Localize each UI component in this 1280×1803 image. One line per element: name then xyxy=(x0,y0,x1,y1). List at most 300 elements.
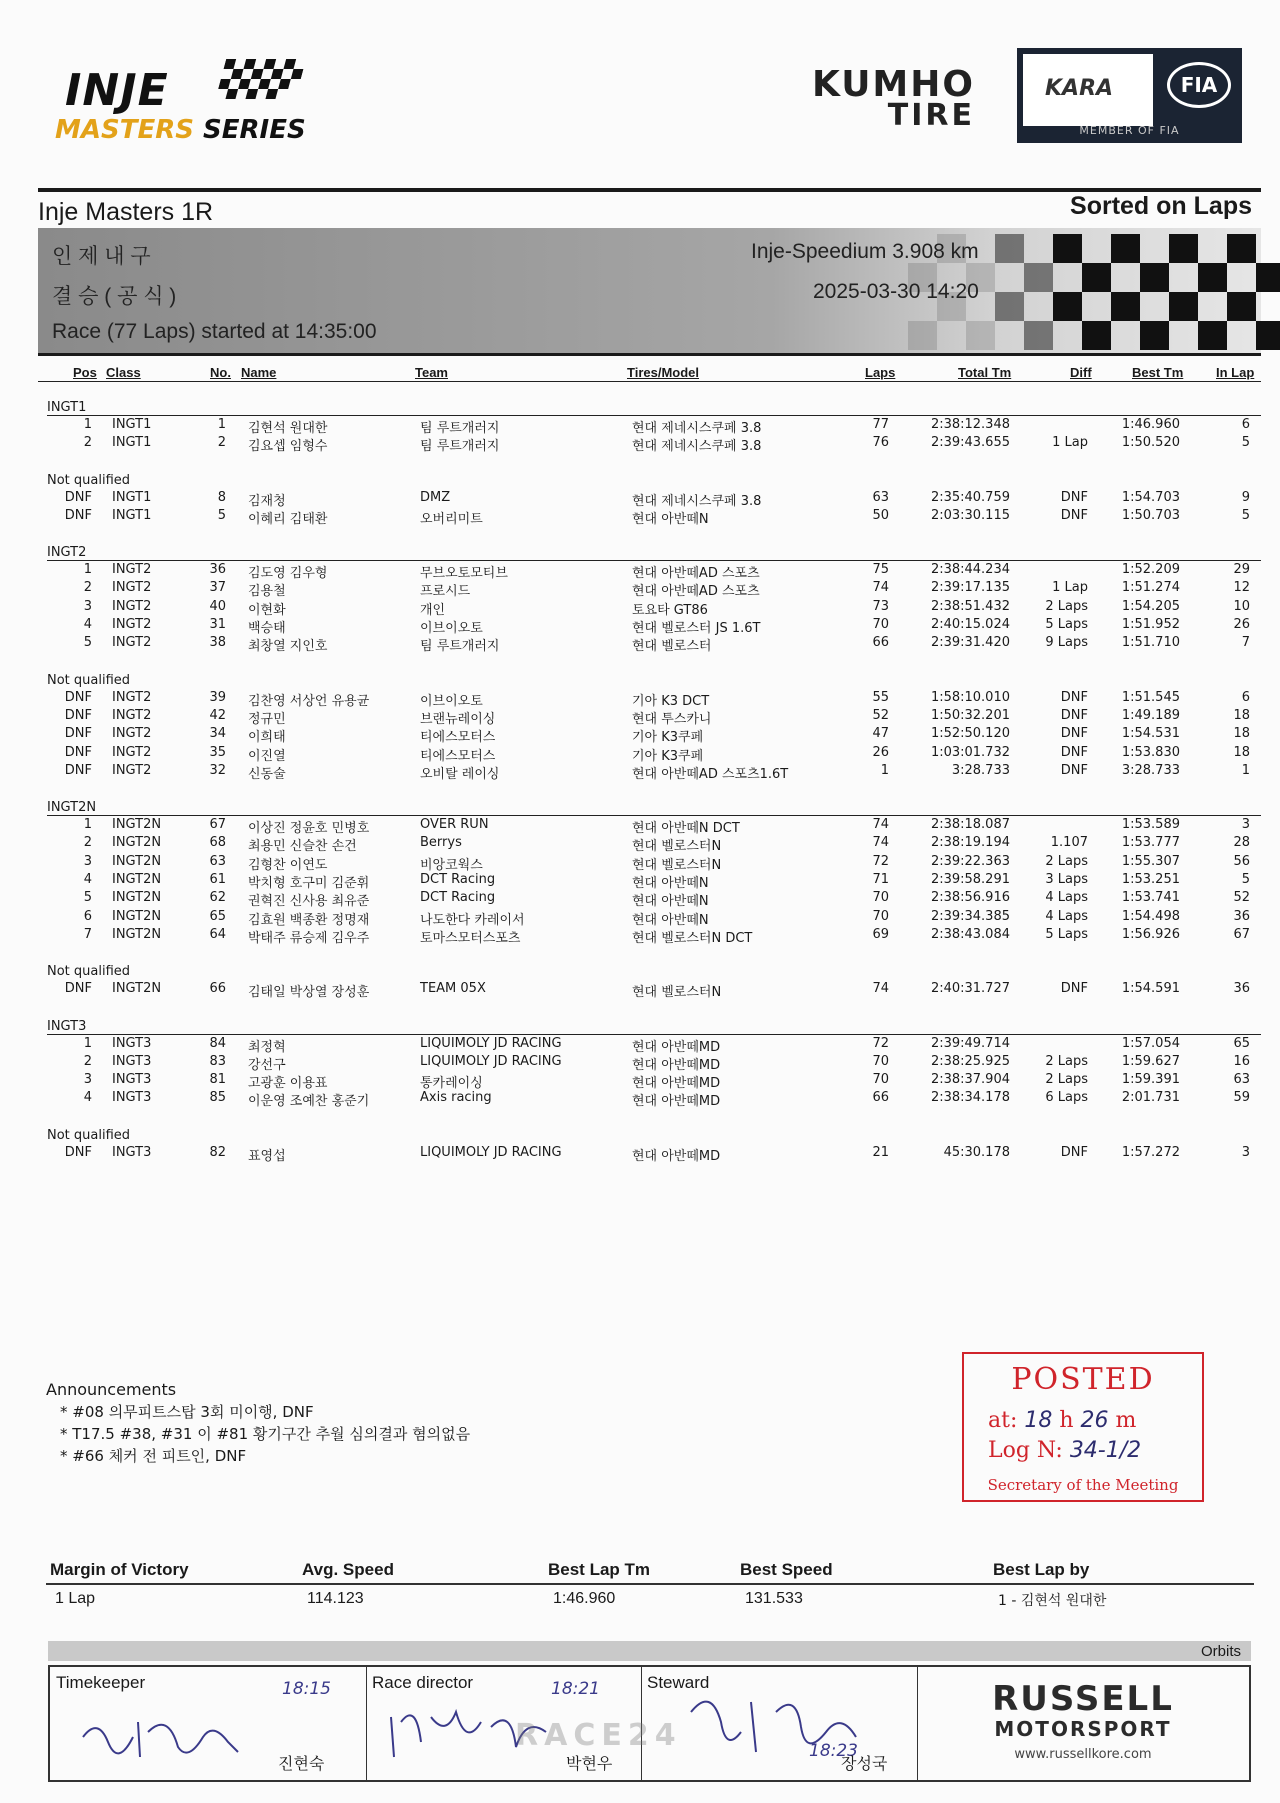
cell-class: INGT3 xyxy=(112,1090,152,1106)
cell-tire-model: 기아 K3 DCT xyxy=(632,693,710,709)
cell-tire-model: 현대 아반떼MD xyxy=(632,1057,721,1073)
fia-member-text: MEMBER OF FIA xyxy=(1079,124,1180,137)
not-qualified-text: Not qualified xyxy=(47,1127,131,1143)
stamp-at-label: at: xyxy=(988,1408,1018,1433)
cell-team: 팀 루트개러지 xyxy=(420,639,500,655)
cell-car-no: 32 xyxy=(209,762,226,778)
cell-laps: 47 xyxy=(872,726,889,742)
cell-total-time: 1:52:50.120 xyxy=(930,726,1010,742)
class-group-label: INGT3 xyxy=(47,1018,87,1034)
cell-car-no: 61 xyxy=(209,872,226,888)
margin-value: 1 Lap xyxy=(55,1590,96,1607)
cell-best-time: 1:53.777 xyxy=(1121,835,1180,851)
cell-in-lap: 6 xyxy=(1241,689,1250,705)
cell-driver-name: 박태주 류승제 김우주 xyxy=(248,930,370,946)
col-diff: Diff xyxy=(1070,365,1092,380)
cell-car-no: 64 xyxy=(209,926,226,942)
timekeeper-signature-icon xyxy=(78,1707,248,1767)
russell-cell xyxy=(917,1667,1249,1780)
steward-name: 장성국 xyxy=(841,1754,888,1773)
cell-driver-name: 김요셉 임형수 xyxy=(248,439,328,455)
race-info-band xyxy=(38,228,1261,353)
cell-pos: 4 xyxy=(83,872,92,888)
cell-car-no: 84 xyxy=(209,1035,226,1051)
cell-in-lap: 10 xyxy=(1233,598,1250,614)
timekeeper-time: 18:15 xyxy=(282,1679,331,1699)
not-qualified-text: Not qualified xyxy=(47,964,131,980)
cell-driver-name: 김형찬 이연도 xyxy=(248,857,328,873)
cell-tire-model: 현대 아반떼N xyxy=(632,912,709,928)
cell-class: INGT2N xyxy=(112,872,162,888)
stamp-log-label: Log N: xyxy=(988,1438,1063,1463)
cell-driver-name: 이진열 xyxy=(248,748,286,764)
result-row xyxy=(0,561,1280,582)
spacer xyxy=(0,525,1280,543)
cell-driver-name: 고광훈 이용표 xyxy=(248,1076,328,1092)
stamp-title: POSTED xyxy=(1011,1362,1155,1397)
cell-pos: 1 xyxy=(83,417,92,432)
cell-class: INGT2N xyxy=(112,908,162,924)
cell-pos: DNF xyxy=(64,707,92,723)
cell-team: 비앙코웍스 xyxy=(420,857,483,873)
cell-best-time: 1:54.531 xyxy=(1121,726,1180,742)
cell-driver-name: 김찬영 서상언 유용균 xyxy=(248,693,370,709)
timekeeper-label: Timekeeper xyxy=(56,1673,146,1692)
avg-speed-label: Avg. Speed xyxy=(302,1560,394,1579)
cell-car-no: 38 xyxy=(209,635,226,651)
cell-laps: 74 xyxy=(872,835,889,851)
cell-car-no: 42 xyxy=(209,707,226,723)
result-row xyxy=(0,616,1280,637)
stamp-log xyxy=(988,1438,1141,1463)
result-row xyxy=(0,889,1280,910)
cell-in-lap: 28 xyxy=(1233,835,1250,851)
col-laps: Laps xyxy=(865,365,896,380)
checkered-flag-icon xyxy=(214,59,306,105)
cell-in-lap: 6 xyxy=(1241,417,1250,432)
avg-speed-value: 114.123 xyxy=(307,1590,364,1607)
cell-diff: 9 Laps xyxy=(1045,635,1088,651)
cell-total-time: 2:03:30.115 xyxy=(930,507,1010,523)
cell-team: 이브이오토 xyxy=(420,621,483,637)
kumho-word: KUMHO xyxy=(811,64,975,105)
spacer xyxy=(0,944,1280,962)
cell-in-lap: 52 xyxy=(1233,890,1250,906)
cell-laps: 21 xyxy=(872,1144,889,1160)
cell-laps: 74 xyxy=(872,981,889,997)
class-group-header xyxy=(0,1017,1280,1035)
cell-pos: 4 xyxy=(83,617,92,633)
stamp-secretary: Secretary of the Meeting xyxy=(987,1476,1179,1494)
cell-car-no: 82 xyxy=(209,1144,226,1160)
steward-label: Steward xyxy=(647,1673,710,1692)
cell-total-time: 2:38:25.925 xyxy=(930,1053,1010,1069)
event-name-korean: 인 제 내 구 xyxy=(52,245,151,268)
cell-total-time: 2:39:31.420 xyxy=(930,635,1010,651)
cell-in-lap: 65 xyxy=(1233,1035,1250,1051)
cell-total-time: 2:39:34.385 xyxy=(930,908,1010,924)
cell-diff: 2 Laps xyxy=(1045,853,1088,869)
cell-total-time: 1:58:10.010 xyxy=(930,689,1010,705)
stamp-h: h xyxy=(1059,1408,1074,1433)
cell-driver-name: 박치형 호구미 김준휘 xyxy=(248,876,370,892)
dnf-result-row xyxy=(0,1144,1280,1162)
cell-in-lap: 5 xyxy=(1241,507,1250,523)
not-qualified-text: Not qualified xyxy=(47,672,131,688)
cell-pos: 3 xyxy=(83,1072,92,1088)
cell-in-lap: 12 xyxy=(1233,580,1250,596)
cell-pos: 2 xyxy=(83,580,92,596)
dnf-result-row xyxy=(0,707,1280,725)
cell-pos: 2 xyxy=(83,835,92,851)
cell-driver-name: 표영섭 xyxy=(248,1148,286,1164)
cell-class: INGT2 xyxy=(112,617,152,633)
cell-class: INGT2 xyxy=(112,689,152,705)
cell-tire-model: 현대 아반떼N xyxy=(632,894,709,910)
cell-in-lap: 36 xyxy=(1233,908,1250,924)
dnf-result-row xyxy=(0,762,1280,780)
cell-pos: 1 xyxy=(83,1035,92,1051)
cell-in-lap: 67 xyxy=(1233,926,1250,942)
race-director-name: 박현우 xyxy=(566,1754,613,1773)
result-row xyxy=(0,1089,1280,1110)
summary-rule xyxy=(46,1583,1254,1585)
cell-car-no: 31 xyxy=(209,617,226,633)
cell-best-time: 1:57.272 xyxy=(1121,1144,1180,1160)
cell-pos: DNF xyxy=(64,689,92,705)
cell-tire-model: 현대 아반떼MD xyxy=(632,1094,721,1110)
cell-total-time: 2:39:43.655 xyxy=(930,435,1010,451)
cell-team: 오비탈 레이싱 xyxy=(420,766,500,782)
cell-total-time: 2:39:49.714 xyxy=(930,1035,1010,1051)
cell-class: INGT3 xyxy=(112,1144,152,1160)
cell-team: DCT Racing xyxy=(420,890,496,906)
timekeeper-cell xyxy=(50,1667,367,1780)
stamp-m: m xyxy=(1115,1408,1137,1433)
cell-team: DMZ xyxy=(420,489,451,505)
dnf-result-row xyxy=(0,980,1280,1001)
cell-best-time: 1:53.589 xyxy=(1121,817,1180,833)
cell-in-lap: 29 xyxy=(1233,562,1250,578)
cell-laps: 63 xyxy=(872,489,889,505)
cell-car-no: 1 xyxy=(217,417,226,432)
cell-diff: DNF xyxy=(1060,489,1088,505)
cell-tire-model: 현대 벨로스터N xyxy=(632,985,722,1001)
cell-total-time: 1:03:01.732 xyxy=(930,744,1010,760)
cell-total-time: 2:40:15.024 xyxy=(930,617,1010,633)
cell-tire-model: 기아 K3쿠페 xyxy=(632,748,704,764)
dnf-result-row xyxy=(0,507,1280,525)
cell-class: INGT2 xyxy=(112,598,152,614)
cell-total-time: 2:38:56.916 xyxy=(930,890,1010,906)
cell-tire-model: 현대 제네시스쿠페 3.8 xyxy=(632,493,762,509)
cell-tire-model: 현대 아반떼AD 스포츠1.6T xyxy=(632,766,789,782)
cell-car-no: 36 xyxy=(209,562,226,578)
cell-best-time: 1:54.703 xyxy=(1121,489,1180,505)
cell-laps: 74 xyxy=(872,580,889,596)
event-title: Inje Masters 1R xyxy=(38,198,214,226)
result-row xyxy=(0,579,1280,600)
cell-laps: 52 xyxy=(872,707,889,723)
cell-laps: 1 xyxy=(880,762,889,778)
result-row xyxy=(0,434,1280,455)
cell-driver-name: 신동술 xyxy=(248,766,286,782)
cell-class: INGT2 xyxy=(112,762,152,778)
cell-diff: 1 Lap xyxy=(1052,435,1088,451)
cell-laps: 70 xyxy=(872,1072,889,1088)
cell-tire-model: 현대 벨로스터N DCT xyxy=(632,930,753,946)
cell-total-time: 2:38:19.194 xyxy=(930,835,1010,851)
result-row xyxy=(0,834,1280,855)
cell-driver-name: 김효원 백종환 정명재 xyxy=(248,912,370,928)
cell-diff: 4 Laps xyxy=(1045,890,1088,906)
cell-laps: 70 xyxy=(872,617,889,633)
cell-in-lap: 3 xyxy=(1241,817,1250,833)
cell-in-lap: 56 xyxy=(1233,853,1250,869)
inje-masters-logo xyxy=(55,55,315,155)
cell-in-lap: 9 xyxy=(1241,489,1250,505)
cell-pos: 4 xyxy=(83,1090,92,1106)
result-row xyxy=(0,853,1280,871)
cell-total-time: 2:40:31.727 xyxy=(930,981,1010,997)
cell-team: 프로시드 xyxy=(420,584,471,600)
dnf-result-row xyxy=(0,744,1280,762)
kara-logo xyxy=(1023,54,1153,126)
result-row xyxy=(0,1035,1280,1053)
result-row xyxy=(0,416,1280,434)
cell-best-time: 2:01.731 xyxy=(1121,1090,1180,1106)
col-class: Class xyxy=(106,365,141,380)
result-row xyxy=(0,816,1280,837)
cell-pos: 2 xyxy=(83,435,92,451)
cell-diff: 4 Laps xyxy=(1045,908,1088,924)
cell-pos: 3 xyxy=(83,853,92,869)
cell-class: INGT2N xyxy=(112,817,162,833)
cell-team: Berrys xyxy=(420,835,462,851)
best-lap-value: 1:46.960 xyxy=(553,1590,616,1607)
cell-best-time: 1:51.710 xyxy=(1121,635,1180,651)
cell-pos: 3 xyxy=(83,598,92,614)
result-row xyxy=(0,598,1280,616)
spacer xyxy=(0,780,1280,798)
cell-best-time: 1:51.545 xyxy=(1121,689,1180,705)
cell-team: 나도한다 카레이서 xyxy=(420,912,525,928)
cell-pos: 6 xyxy=(83,908,92,924)
race-start-info: Race (77 Laps) started at 14:35:00 xyxy=(52,320,377,343)
announcement-item: * T17.5 #38, #31 이 #81 황기구간 추월 심의결과 혐의없음 xyxy=(60,1425,471,1443)
cell-team: 토마스모터스포츠 xyxy=(420,930,521,946)
cell-team: 티에스모터스 xyxy=(420,748,496,764)
col-pos: Pos xyxy=(73,365,97,380)
race24-watermark: RACE24 xyxy=(515,1718,682,1753)
cell-class: INGT2 xyxy=(112,707,152,723)
cell-in-lap: 26 xyxy=(1233,617,1250,633)
cell-total-time: 2:38:34.178 xyxy=(930,1090,1010,1106)
cell-best-time: 1:57.054 xyxy=(1121,1035,1180,1051)
cell-pos: DNF xyxy=(64,507,92,523)
cell-class: INGT1 xyxy=(112,489,152,505)
cell-total-time: 2:38:51.432 xyxy=(930,598,1010,614)
cell-diff: 2 Laps xyxy=(1045,598,1088,614)
cell-best-time: 1:53.741 xyxy=(1121,890,1180,906)
not-qualified-label xyxy=(0,671,1280,689)
cell-driver-name: 이상진 정윤호 민병호 xyxy=(248,821,370,837)
cell-pos: DNF xyxy=(64,1144,92,1160)
sort-label: Sorted on Laps xyxy=(1070,192,1252,220)
result-row xyxy=(0,1071,1280,1092)
cell-team: 팀 루트개러지 xyxy=(420,421,500,436)
cell-best-time: 1:50.520 xyxy=(1121,435,1180,451)
col-name: Name xyxy=(241,365,277,380)
cell-total-time: 2:38:44.234 xyxy=(930,562,1010,578)
cell-driver-name: 최정혁 xyxy=(248,1039,286,1055)
cell-driver-name: 강선구 xyxy=(248,1057,286,1073)
timekeeper-name: 진현숙 xyxy=(278,1754,325,1773)
cell-tire-model: 현대 아반떼AD 스포츠 xyxy=(632,566,760,582)
best-speed-label: Best Speed xyxy=(740,1560,833,1579)
cell-team: LIQUIMOLY JD RACING xyxy=(420,1053,562,1069)
russell-logo xyxy=(917,1681,1249,1762)
cell-class: INGT3 xyxy=(112,1035,152,1051)
cell-tire-model: 현대 아반떼AD 스포츠 xyxy=(632,584,760,600)
class-group-header xyxy=(0,798,1280,816)
cell-pos: DNF xyxy=(64,726,92,742)
col-tires: Tires/Model xyxy=(627,365,700,380)
race-summary xyxy=(0,1560,1280,1620)
cell-class: INGT2 xyxy=(112,635,152,651)
cell-diff: DNF xyxy=(1060,981,1088,997)
cell-car-no: 65 xyxy=(209,908,226,924)
spacer xyxy=(0,453,1280,471)
cell-pos: 1 xyxy=(83,817,92,833)
cell-in-lap: 36 xyxy=(1233,981,1250,997)
orbits-label: Orbits xyxy=(1200,1643,1241,1660)
cell-driver-name: 정규민 xyxy=(248,711,286,727)
cell-laps: 70 xyxy=(872,1053,889,1069)
steward-time: 18:23 xyxy=(809,1741,858,1761)
cell-diff: 2 Laps xyxy=(1045,1072,1088,1088)
russell-word: RUSSELL xyxy=(992,1679,1174,1719)
cell-laps: 74 xyxy=(872,817,889,833)
announcements-title: Announcements xyxy=(46,1380,177,1399)
russell-url: www.russellkore.com xyxy=(1014,1747,1152,1762)
not-qualified-label xyxy=(0,1126,1280,1144)
cell-laps: 70 xyxy=(872,890,889,906)
cell-laps: 77 xyxy=(872,417,889,432)
cell-team: 팀 루트개러지 xyxy=(420,439,500,455)
cell-laps: 71 xyxy=(872,872,889,888)
best-lap-by-value: 1 - 김현석 원대한 xyxy=(998,1593,1107,1609)
cell-class: INGT3 xyxy=(112,1072,152,1088)
tire-word: TIRE xyxy=(887,98,975,133)
cell-class: INGT2N xyxy=(112,853,162,869)
cell-car-no: 83 xyxy=(209,1053,226,1069)
cell-diff: DNF xyxy=(1060,689,1088,705)
cell-car-no: 34 xyxy=(209,726,226,742)
class-group-label: INGT2N xyxy=(47,800,97,816)
cell-car-no: 81 xyxy=(209,1072,226,1088)
cell-diff: 2 Laps xyxy=(1045,1053,1088,1069)
cell-tire-model: 현대 아반떼N xyxy=(632,511,709,527)
cell-in-lap: 63 xyxy=(1233,1072,1250,1088)
cell-driver-name: 김도영 김우형 xyxy=(248,566,328,582)
cell-best-time: 1:54.591 xyxy=(1121,981,1180,997)
cell-car-no: 66 xyxy=(209,981,226,997)
col-team: Team xyxy=(415,365,448,380)
posted-stamp xyxy=(962,1352,1204,1502)
cell-total-time: 2:38:37.904 xyxy=(930,1072,1010,1088)
cell-diff: DNF xyxy=(1060,726,1088,742)
cell-tire-model: 현대 제네시스쿠페 3.8 xyxy=(632,421,762,436)
cell-car-no: 62 xyxy=(209,890,226,906)
not-qualified-label xyxy=(0,471,1280,489)
result-row xyxy=(0,871,1280,892)
cell-in-lap: 3 xyxy=(1241,1144,1250,1160)
cell-car-no: 35 xyxy=(209,744,226,760)
cell-driver-name: 이현화 xyxy=(248,602,286,618)
cell-car-no: 68 xyxy=(209,835,226,851)
cell-driver-name: 이혜리 김태환 xyxy=(248,511,328,527)
stamp-log-value: 34-1/2 xyxy=(1069,1438,1142,1463)
cell-best-time: 1:46.960 xyxy=(1121,417,1180,432)
cell-tire-model: 현대 아반떼N DCT xyxy=(632,821,740,837)
result-row xyxy=(0,908,1280,926)
cell-pos: DNF xyxy=(64,762,92,778)
stamp-time xyxy=(988,1408,1136,1433)
cell-in-lap: 18 xyxy=(1233,744,1250,760)
cell-tire-model: 현대 아반떼MD xyxy=(632,1039,721,1055)
spacer xyxy=(0,999,1280,1017)
cell-diff: DNF xyxy=(1060,762,1088,778)
inje-logo-masters: MASTERS xyxy=(55,115,194,145)
cell-team: Axis racing xyxy=(420,1090,492,1106)
cell-laps: 69 xyxy=(872,926,889,942)
fia-logo: FIA xyxy=(1167,62,1231,108)
announcement-item: * #66 체커 전 피트인, DNF xyxy=(60,1447,247,1465)
cell-total-time: 2:38:12.348 xyxy=(930,417,1010,432)
cell-class: INGT2 xyxy=(112,580,152,596)
cell-team: 오버리미트 xyxy=(420,511,483,527)
cell-class: INGT2N xyxy=(112,890,162,906)
kara-fia-logo xyxy=(1017,48,1242,143)
header-rule xyxy=(38,381,1261,382)
best-lap-by-label: Best Lap by xyxy=(993,1560,1090,1579)
inje-logo-series: SERIES xyxy=(203,115,306,145)
cell-car-no: 85 xyxy=(209,1090,226,1106)
steward-cell xyxy=(641,1667,918,1780)
cell-laps: 73 xyxy=(872,598,889,614)
cell-best-time: 1:50.703 xyxy=(1121,507,1180,523)
cell-class: INGT2N xyxy=(112,926,162,942)
cell-diff: 6 Laps xyxy=(1045,1090,1088,1106)
results-table xyxy=(0,398,1280,1180)
class-group-header xyxy=(0,398,1280,416)
cell-best-time: 1:54.205 xyxy=(1121,598,1180,614)
cell-tire-model: 기아 K3쿠페 xyxy=(632,730,704,746)
race-director-time: 18:21 xyxy=(551,1679,600,1699)
cell-driver-name: 김태일 박상열 장성훈 xyxy=(248,985,370,1001)
cell-in-lap: 18 xyxy=(1233,707,1250,723)
result-row xyxy=(0,634,1280,655)
cell-in-lap: 1 xyxy=(1241,762,1250,778)
cell-class: INGT1 xyxy=(112,507,152,523)
cell-laps: 75 xyxy=(872,562,889,578)
cell-best-time: 1:51.952 xyxy=(1121,617,1180,633)
cell-diff: DNF xyxy=(1060,707,1088,723)
cell-in-lap: 59 xyxy=(1233,1090,1250,1106)
dnf-result-row xyxy=(0,489,1280,507)
cell-team: LIQUIMOLY JD RACING xyxy=(420,1035,562,1051)
